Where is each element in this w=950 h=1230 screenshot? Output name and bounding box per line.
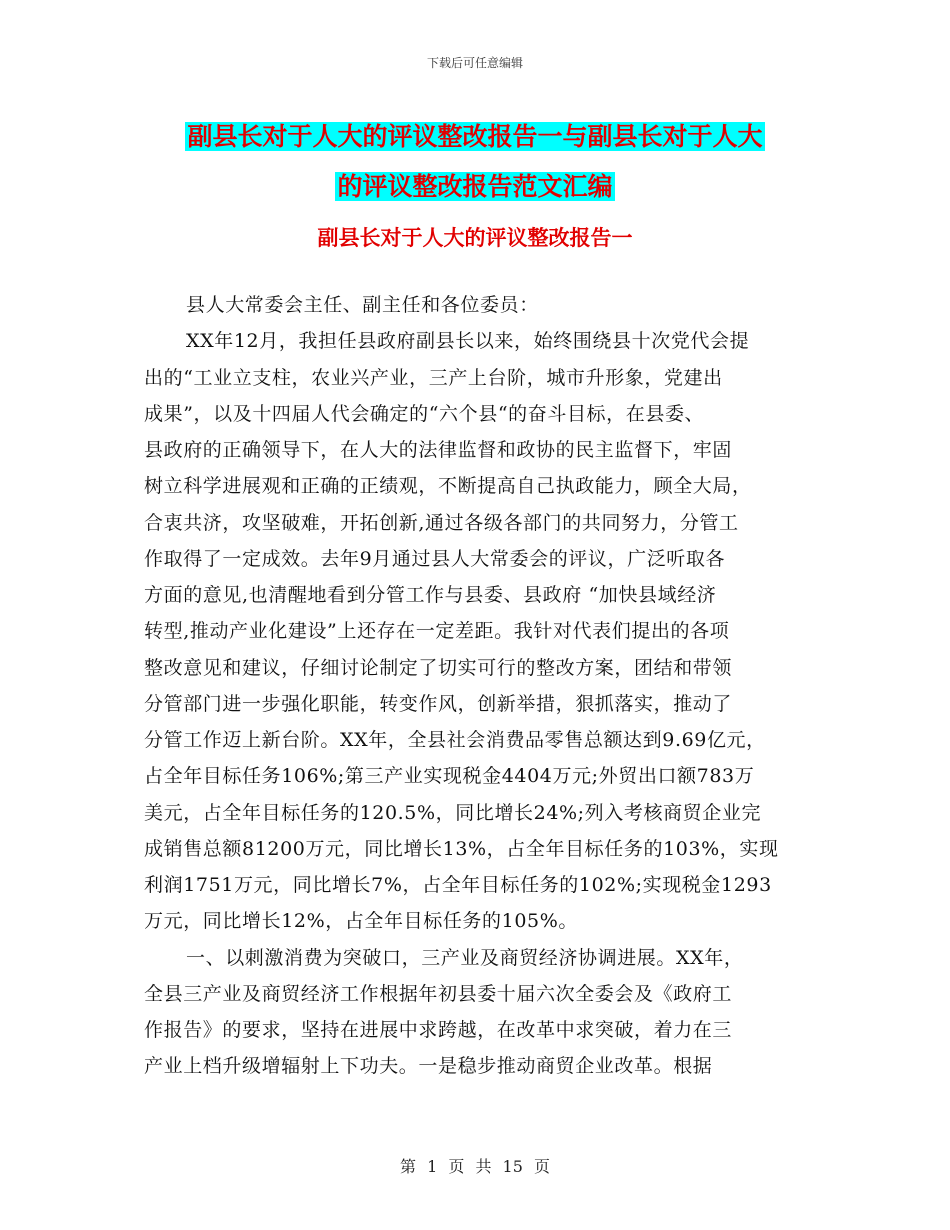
title-line-2: 的评议整改报告范文汇编	[337, 172, 613, 201]
body-line: 整改意见和建议，仔细讨论制定了切实可行的整改方案，团结和带领	[144, 656, 733, 679]
body-line: 转型,推动产业化建设”上还存在一定差距。我针对代表们提出的各项	[144, 620, 730, 643]
body-line: 占全年目标任务106%;第三产业实现税金4404万元;外贸出口额783万	[144, 765, 755, 788]
title-line-1: 副县长对于人大的评议整改报告一与副县长对于人大	[187, 122, 763, 151]
body-line: 分管工作迈上新台阶。XX年，全县社会消费品零售总额达到9.69亿元，	[144, 729, 766, 751]
body-line: 全县三产业及商贸经济工作根据年初县委十届六次全委会及《政府工	[144, 982, 733, 1005]
page-footer: 第 1 页 共 15 页	[400, 1157, 550, 1176]
body-line: 美元，占全年目标任务的120.5%，同比增长24%;列入考核商贸企业完	[144, 801, 762, 824]
body-line: 分管部门进一步强化职能，转变作风，创新举措，狠抓落实，推动了	[144, 692, 733, 715]
body-line: 产业上档升级增辐射上下功夫。一是稳步推动商贸企业改革。根据	[144, 1055, 713, 1078]
document-title	[0, 112, 950, 212]
body-line: 成销售总额81200万元，同比增长13%，占全年目标任务的103%，实现	[144, 837, 779, 860]
body-line: 作报告》的要求，坚持在进展中求跨越，在改革中求突破，着力在三	[144, 1019, 733, 1041]
body-line: 树立科学进展观和正确的正绩观，不断提高自己执政能力，顾全大局，	[144, 475, 752, 498]
section-heading: 副县长对于人大的评议整改报告一	[317, 226, 633, 250]
body-line: 方面的意见,也清醒地看到分管工作与县委、县政府 “加快县域经济	[144, 584, 717, 606]
body-text	[144, 287, 812, 1085]
body-line: 合衷共济，攻坚破难，开拓创新,通过各级各部门的共同努力，分管工	[144, 511, 739, 534]
body-line: 一、以刺激消费为突破口，三产业及商贸经济协调进展。XX年，	[186, 946, 744, 969]
body-line: 利润1751万元，同比增长7%，占全年目标任务的102%;实现税金1293	[144, 874, 772, 896]
body-line: 万元，同比增长12%，占全年目标任务的105%。	[144, 910, 578, 933]
body-line: 出的“工业立支柱，农业兴产业，三产上台阶，城市升形象，党建出	[144, 366, 723, 389]
body-line: 成果”，以及十四届人代会确定的“六个县“的奋斗目标，在县委、	[144, 402, 705, 425]
body-line: XX年12月，我担任县政府副县长以来，始终围绕县十次党代会提	[186, 330, 750, 353]
header-note: 下载后可任意编辑	[426, 56, 523, 70]
body-line: 县政府的正确领导下，在人大的法律监督和政协的民主监督下，牢固	[144, 439, 733, 461]
body-line: 作取得了一定成效。去年9月通过县人大常委会的评议，广泛听取各	[144, 547, 726, 570]
body-line: 县人大常委会主任、副主任和各位委员：	[186, 294, 539, 316]
